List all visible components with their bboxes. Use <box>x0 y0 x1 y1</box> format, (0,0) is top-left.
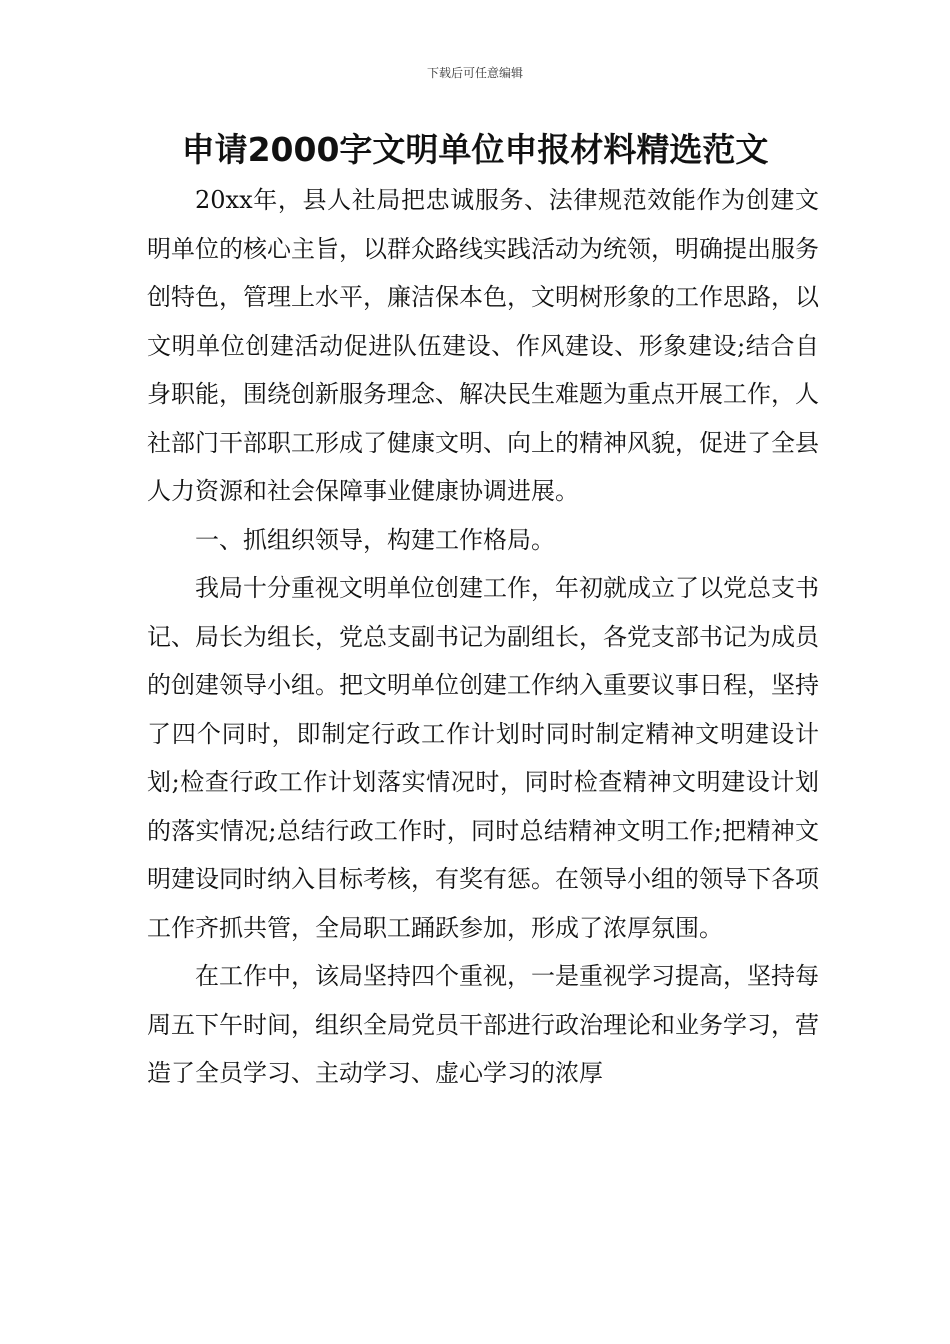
paragraph-section-heading: 一、抓组织领导，构建工作格局。 <box>195 525 555 554</box>
paragraph-work-practice: 在工作中，该局坚持四个重视，一是重视学习提高，坚持每周五下午时间，组织全局党员干部进行政治理论和业务学习，营造了全员学习、主动学习、虚心学习的浓厚 <box>147 962 819 1087</box>
document-body <box>147 176 819 1098</box>
header-note: 下载后可任意编辑 <box>426 66 523 80</box>
document-title: 申请2000字文明单位申报材料精选范文 <box>181 130 769 169</box>
paragraph-intro: 20xx年，县人社局把忠诚服务、法律规范效能作为创建文明单位的核心主旨，以群众路线实践活动为统领，明确提出服务创特色，管理上水平，廉洁保本色，文明树形象的工作思路，以文明单位创建活动促进队伍建设、作风建设、形象建设;结合自身职能，围绕创新服务理念、解决民生难题为重点开展工作，人社部门干部职工形成了健康文明、向上的精神风貌，促进了全县人力资源和社会保障事业健康协调进展。 <box>147 186 819 505</box>
paragraph-organization: 我局十分重视文明单位创建工作，年初就成立了以党总支书记、局长为组长，党总支副书记为副组长，各党支部书记为成员的创建领导小组。把文明单位创建工作纳入重要议事日程，坚持了四个同时，即制定行政工作计划时同时制定精神文明建设计划;检查行政工作计划落实情况时，同时检查精神文明建设计划的落实情况;总结行政工作时，同时总结精神文明工作;把精神文明建设同时纳入目标考核，有奖有惩。在领导小组的领导下各项工作齐抓共管，全局职工踊跃参加，形成了浓厚氛围。 <box>147 574 819 942</box>
